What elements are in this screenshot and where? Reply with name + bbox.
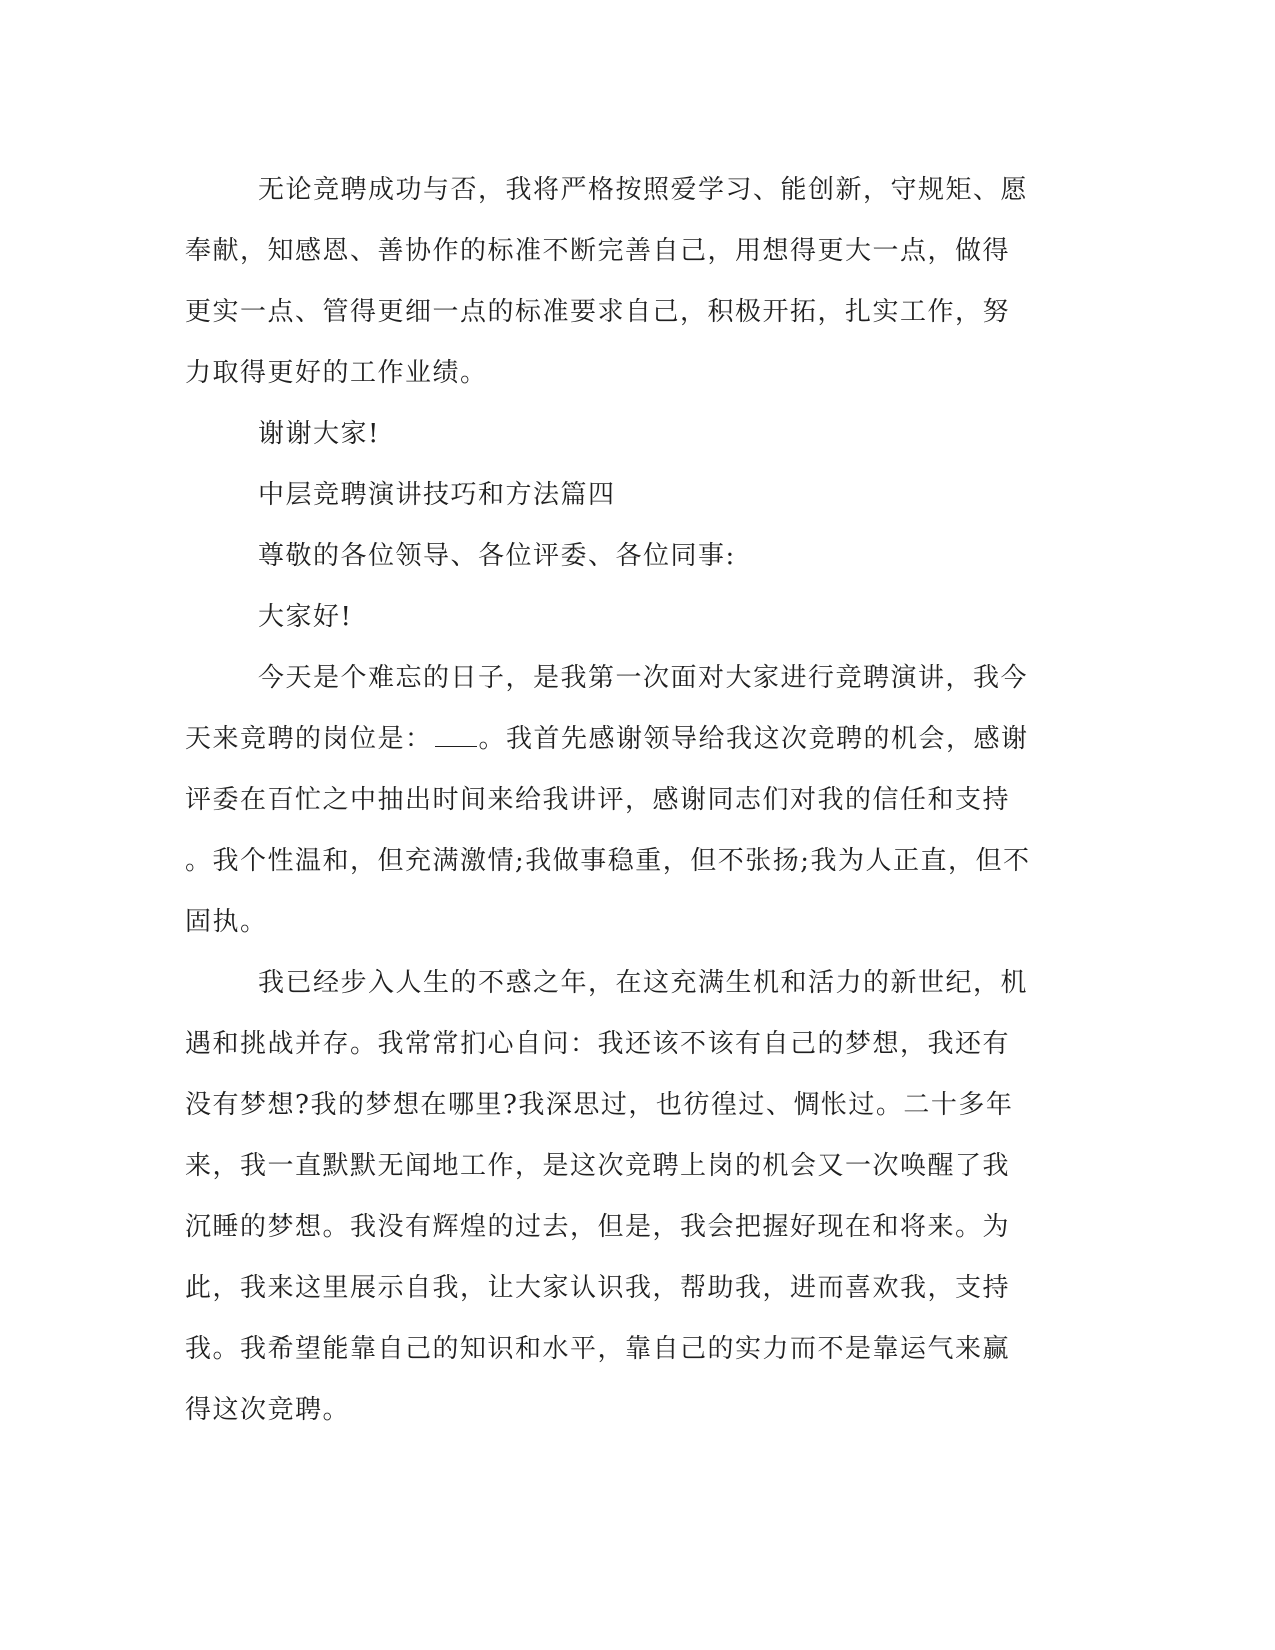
paragraph-1-line-3: 更实一点、管得更细一点的标准要求自己，积极开拓，扎实工作，努 — [185, 297, 1011, 327]
position-prompt: 天来竞聘的岗位是： — [185, 724, 433, 754]
thanks-leaders-text: 。我首先感谢领导给我这次竞聘的机会，感谢 — [478, 724, 1029, 754]
document-body — [185, 160, 1065, 1441]
paragraph-3-line-7: 我。我希望能靠自己的知识和水平，靠自己的实力而不是靠运气来赢 — [185, 1334, 1011, 1364]
paragraph-1-line-2: 奉献，知感恩、善协作的标准不断完善自己，用想得更大一点，做得 — [185, 236, 1011, 266]
paragraph-3-line-6: 此，我来这里展示自我，让大家认识我，帮助我，进而喜欢我，支持 — [185, 1273, 1011, 1303]
paragraph-3-line-1: 我已经步入人生的不惑之年，在这充满生机和活力的新世纪，机 — [258, 968, 1029, 998]
paragraph-3-line-4: 来，我一直默默无闻地工作，是这次竞聘上岗的机会又一次唤醒了我 — [185, 1151, 1011, 1181]
paragraph-3-line-3: 没有梦想?我的梦想在哪里?我深思过，也彷徨过、惆怅过。二十多年 — [185, 1090, 1014, 1120]
paragraph-2-line-1: 今天是个难忘的日子，是我第一次面对大家进行竞聘演讲，我今 — [258, 663, 1029, 693]
paragraph-3-line-2: 遇和挑战并存。我常常扪心自问：我还该不该有自己的梦想，我还有 — [185, 1029, 1011, 1059]
paragraph-2-line-4: 。我个性温和，但充满激情;我做事稳重，但不张扬;我为人正直，但不 — [185, 846, 1031, 876]
salutation-line: 尊敬的各位领导、各位评委、各位同事: — [258, 541, 736, 571]
paragraph-2-line-5: 固执。 — [185, 907, 268, 937]
section-heading: 中层竞聘演讲技巧和方法篇四 — [258, 480, 616, 510]
paragraph-2-line-3: 评委在百忙之中抽出时间来给我讲评，感谢同志们对我的信任和支持 — [185, 785, 1011, 815]
greeting-line: 大家好! — [258, 602, 353, 632]
paragraph-3-line-8: 得这次竞聘。 — [185, 1395, 351, 1425]
position-blank — [435, 716, 477, 747]
paragraph-2-line-2 — [185, 709, 1065, 770]
paragraph-3-line-5: 沉睡的梦想。我没有辉煌的过去，但是，我会把握好现在和将来。为 — [185, 1212, 1011, 1242]
thanks-line: 谢谢大家! — [258, 419, 380, 449]
paragraph-1-line-1: 无论竞聘成功与否，我将严格按照爱学习、能创新，守规矩、愿 — [258, 175, 1029, 205]
paragraph-1-line-4: 力取得更好的工作业绩。 — [185, 358, 488, 388]
